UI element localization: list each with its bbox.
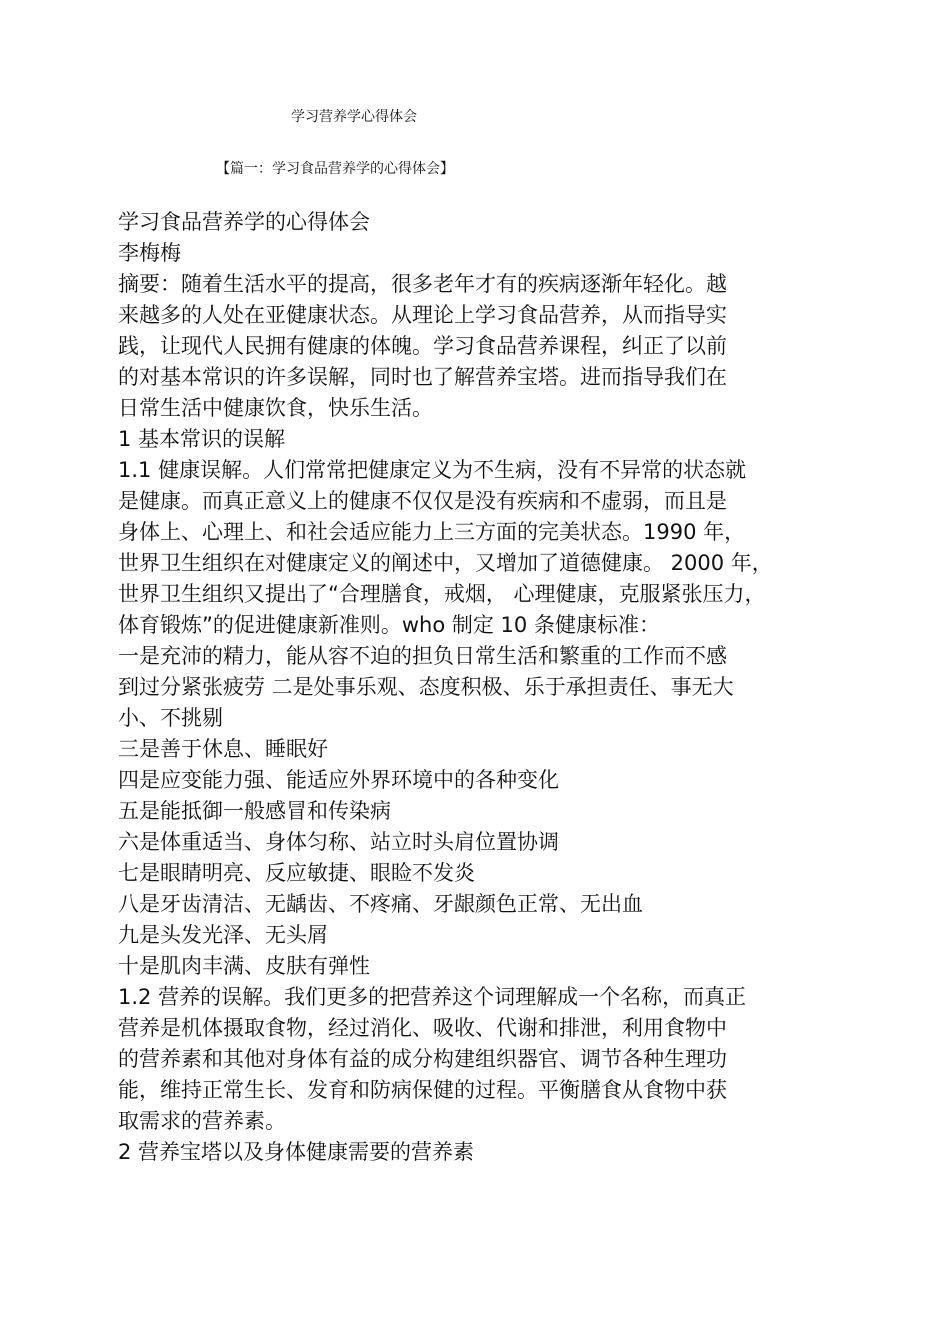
standard-item: 小、不挑剔 bbox=[118, 706, 223, 730]
document-body bbox=[118, 207, 878, 1168]
paragraph-line: 世界卫生组织在对健康定义的阐述中，又增加了道德健康。 2000 年， bbox=[118, 551, 773, 575]
paragraph-line: 身体上、心理上、和社会适应能力上三方面的完美状态。1990 年， bbox=[118, 520, 746, 544]
document-title: 学习营养学心得体会 bbox=[291, 109, 417, 125]
section-title-1: 1 基本常识的误解 bbox=[118, 427, 286, 451]
standard-item: 四是应变能力强、能适应外界环境中的各种变化 bbox=[118, 768, 559, 792]
paragraph-line: 1.2 营养的误解。我们更多的把营养这个词理解成一个名称，而真正 bbox=[118, 985, 747, 1009]
standard-item: 到过分紧张疲劳 二是处事乐观、态度积极、乐于承担责任、事无大 bbox=[118, 675, 734, 699]
section-heading: 【篇一：学习食品营养学的心得体会】 bbox=[216, 161, 454, 177]
article-title: 学习食品营养学的心得体会 bbox=[118, 210, 370, 234]
section-title-2: 2 营养宝塔以及身体健康需要的营养素 bbox=[118, 1140, 475, 1164]
standard-item: 七是眼睛明亮、反应敏捷、眼睑不发炎 bbox=[118, 861, 475, 885]
paragraph-line: 体育锻炼”的促进健康新准则。who 制定 10 条健康标准： bbox=[118, 613, 660, 637]
author-name: 李梅梅 bbox=[118, 241, 181, 265]
standard-item: 十是肌肉丰满、皮肤有弹性 bbox=[118, 954, 370, 978]
abstract-line: 日常生活中健康饮食，快乐生活。 bbox=[118, 396, 433, 420]
standard-item: 一是充沛的精力，能从容不迫的担负日常生活和繁重的工作而不感 bbox=[118, 644, 727, 668]
paragraph-line: 1.1 健康误解。人们常常把健康定义为不生病，没有不异常的状态就 bbox=[118, 458, 747, 482]
paragraph-line: 取需求的营养素。 bbox=[118, 1109, 286, 1133]
abstract-line: 践，让现代人民拥有健康的体魄。学习食品营养课程，纠正了以前 bbox=[118, 334, 727, 358]
paragraph-line: 营养是机体摄取食物，经过消化、吸收、代谢和排泄，利用食物中 bbox=[118, 1016, 727, 1040]
abstract-line: 摘要：随着生活水平的提高，很多老年才有的疾病逐渐年轻化。越 bbox=[118, 272, 727, 296]
paragraph-line: 的营养素和其他对身体有益的成分构建组织器官、调节各种生理功 bbox=[118, 1047, 727, 1071]
standard-item: 八是牙齿清洁、无龋齿、不疼痛、牙龈颜色正常、无出血 bbox=[118, 892, 643, 916]
standard-item: 九是头发光泽、无头屑 bbox=[118, 923, 328, 947]
paragraph-line: 世界卫生组织又提出了“合理膳食，戒烟， 心理健康，克服紧张压力， bbox=[118, 582, 766, 606]
abstract-line: 的对基本常识的许多误解，同时也了解营养宝塔。进而指导我们在 bbox=[118, 365, 727, 389]
standard-item: 六是体重适当、身体匀称、站立时头肩位置协调 bbox=[118, 830, 559, 854]
standard-item: 三是善于休息、睡眠好 bbox=[118, 737, 328, 761]
paragraph-line: 能，维持正常生长、发育和防病保健的过程。平衡膳食从食物中获 bbox=[118, 1078, 727, 1102]
standard-item: 五是能抵御一般感冒和传染病 bbox=[118, 799, 391, 823]
paragraph-line: 是健康。而真正意义上的健康不仅仅是没有疾病和不虚弱，而且是 bbox=[118, 489, 727, 513]
abstract-line: 来越多的人处在亚健康状态。从理论上学习食品营养，从而指导实 bbox=[118, 303, 727, 327]
